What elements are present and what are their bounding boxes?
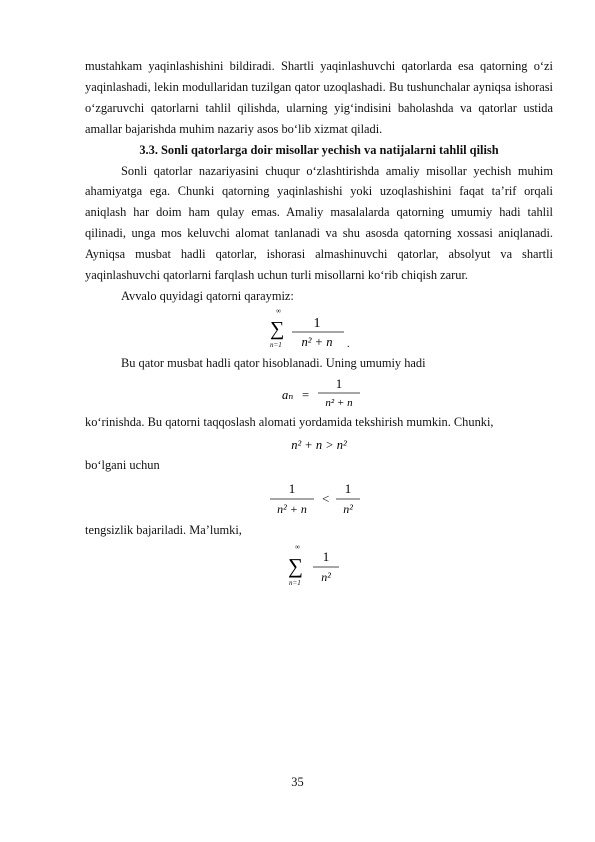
left-denominator: n² + n [277, 501, 307, 516]
fraction-numerator: 1 [335, 376, 343, 391]
paragraph-5: ko‘rinishda. Bu qatorni taqqoslash alomati yordamida tekshirish mumkin. Chunki, [85, 414, 494, 429]
fraction-numerator: 1 [313, 315, 321, 331]
paragraph-1: mustahkam yaqinlashishini bildiradi. Shartli yaqinlashuvchi qatorlarda esa qatorning o‘zi yaqinlashadi, lekin modullaridan tuzilgan qator uzoqlashadi. Bu tushunchalar ayniqsa ishorasi o‘zgaruvchi qatorlarni tahlil qilishda, ularning yig‘indisini baholashda va qatorlar ustida amallar bajarishda muhim nazariy asos bo‘lib xizmat qiladi. [85, 59, 553, 136]
left-numerator: 1 [288, 480, 296, 496]
sigma-lower: n=1 [289, 578, 301, 587]
formula-series-1-svg [264, 307, 374, 353]
general-term-lhs: aₙ [282, 387, 294, 402]
formula-series-2 [85, 541, 553, 589]
paragraph-6: bo‘lgani uchun [85, 457, 160, 472]
formula-general-term [85, 374, 553, 412]
document-page [85, 56, 553, 589]
formula-inequality-2 [85, 476, 553, 520]
sigma-symbol: ∑ [288, 553, 303, 578]
formula-inequality-1-svg [264, 433, 374, 455]
fraction-denominator: n² + n [325, 396, 353, 409]
paragraph-3: Avvalo quyidagi qatorni qaraymiz: [121, 288, 294, 303]
equals-sign: = [302, 387, 310, 402]
right-denominator: n² [343, 501, 353, 516]
paragraph-2: Sonli qatorlar nazariyasini chuqur o‘zlashtirishda amaliy misollar yechish muhim ahamiyatga ega. Chunki qatorning yaqinlashishi yoki uzoqlashishini faqat ta’rif orqali aniqlash har doim ham qulay emas. Amaliy masalalarda qatorning umumiy hadi tahlil qilinadi, unga mos keluvchi alomat tanlanadi va shu asosda qatorning xossasi aniqlanadi. Ayniqsa musbat hadli qatorlar, ishorasi almashinuvchi qatorlar, absolyut va shartli yaqinlashuvchi qatorlarni farqlash uchun turli misollarni ko‘rib chiqish zarur. [85, 163, 553, 283]
page-number: 35 [291, 775, 304, 789]
formula-inequality-1 [85, 433, 553, 455]
sigma-lower: n=1 [270, 340, 282, 349]
fraction-numerator: 1 [322, 548, 330, 564]
fraction-denominator: n² + n [301, 334, 333, 349]
section-heading: 3.3. Sonli qatorlarga doir misollar yechish va natijalarni tahlil qilish [139, 142, 499, 157]
sigma-upper: ∞ [276, 306, 281, 315]
inequality-text: n² + n > n² [291, 437, 347, 452]
sigma-symbol: ∑ [270, 317, 285, 340]
less-than-sign: < [322, 490, 330, 506]
formula-general-term-svg [264, 374, 374, 412]
fraction-denominator: n² [321, 569, 331, 584]
formula-series-1 [85, 307, 553, 353]
paragraph-7: tengsizlik bajariladi. Ma’lumki, [85, 522, 242, 537]
sigma-upper: ∞ [295, 542, 300, 551]
formula-inequality-2-svg [264, 476, 374, 520]
paragraph-4: Bu qator musbat hadli qator hisoblanadi. Uning umumiy hadi [121, 355, 426, 370]
right-numerator: 1 [344, 480, 352, 496]
formula-period: . [347, 338, 350, 350]
formula-series-2-svg [279, 541, 359, 589]
